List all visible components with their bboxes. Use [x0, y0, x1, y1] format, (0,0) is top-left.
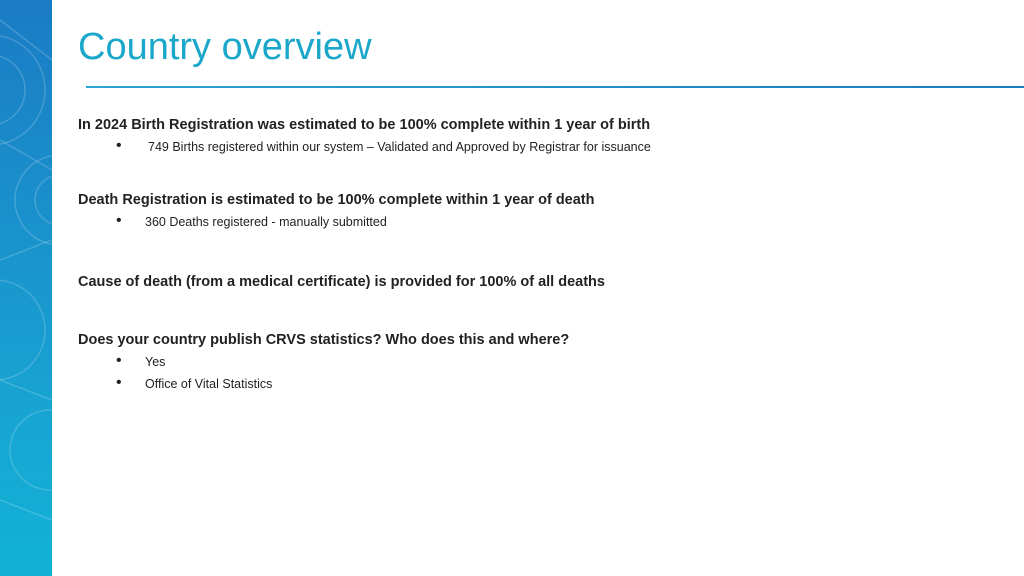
page-title: Country overview	[78, 26, 372, 68]
birth-registration-section	[78, 116, 650, 156]
list-item	[78, 138, 650, 156]
cause-of-death-section	[78, 273, 605, 291]
decorative-side-band	[0, 0, 52, 576]
bullet-icon: •	[116, 374, 122, 391]
bullet-text: 749 Births registered within our system – Validated and Approved by Registrar for issuance	[148, 140, 651, 154]
list-item	[78, 213, 595, 231]
bullet-text: Yes	[145, 355, 166, 369]
title-divider	[86, 86, 1024, 88]
bullet-icon: •	[116, 352, 122, 369]
list-item	[78, 353, 569, 371]
list-item	[78, 375, 569, 393]
bullet-text: Office of Vital Statistics	[145, 377, 273, 391]
section-heading: Cause of death (from a medical certificate) is provided for 100% of all deaths	[78, 274, 605, 290]
bullet-icon: •	[116, 212, 122, 229]
section-heading: Death Registration is estimated to be 100% complete within 1 year of death	[78, 192, 595, 208]
death-registration-section	[78, 191, 595, 231]
section-heading: Does your country publish CRVS statistics? Who does this and where?	[78, 332, 570, 348]
bullet-icon: •	[116, 137, 122, 154]
bullet-text: 360 Deaths registered - manually submitted	[145, 215, 387, 229]
section-heading: In 2024 Birth Registration was estimated to be 100% complete within 1 year of birth	[78, 117, 651, 133]
crvs-statistics-section	[78, 331, 569, 393]
pattern-graphic	[0, 0, 52, 576]
